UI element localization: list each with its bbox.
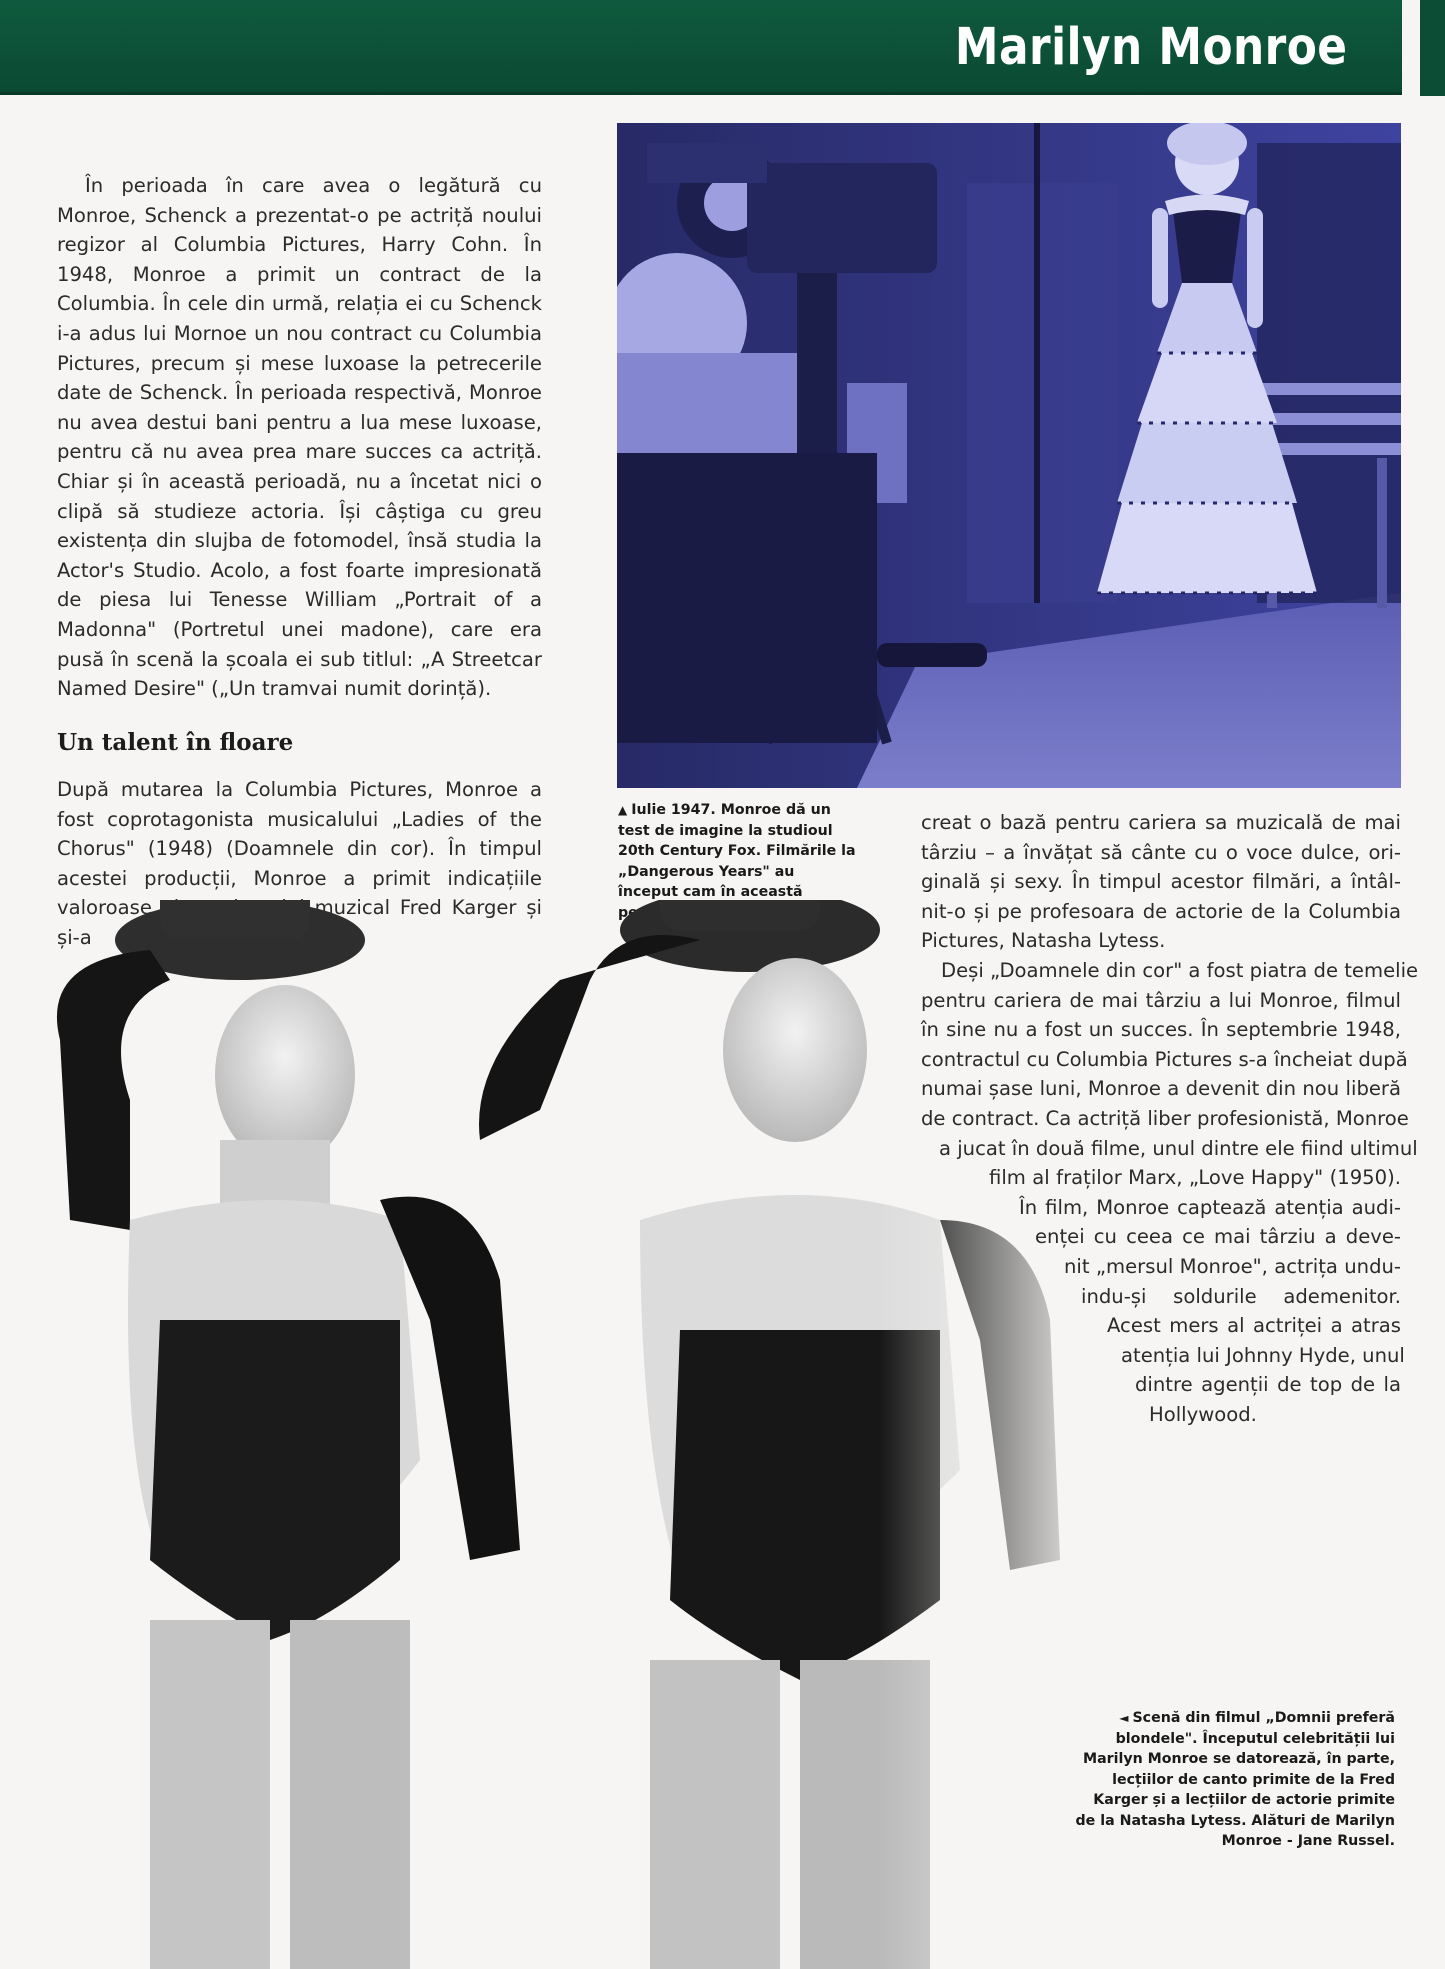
- studio-photo-illustration: [617, 123, 1401, 788]
- right-p2-line-3: în sine nu a fost un succes. În septembrie 1948,: [921, 1018, 1401, 1042]
- right-p2-line-9: În film, Monroe captează atenția audi-: [1019, 1195, 1401, 1219]
- showgirls-photo-caption-text: Scenă din filmul „Domnii preferă blondele". Începutul celebrității lui Marilyn Monroe se datorează, în parte, lecțiilor de canto primite de la Fred Karger și a lecțiilor de actorie primite de la Natasha Lytess. Alături de Marilyn Monroe - Jane Russel.: [1075, 1710, 1395, 1849]
- right-p2-line-10: enței cu ceea ce mai târziu a deve-: [1035, 1225, 1401, 1249]
- right-line-5: Pictures, Natasha Lytess.: [921, 929, 1166, 953]
- right-p2-line-14: atenția lui Johnny Hyde, unul: [1121, 1343, 1405, 1367]
- right-p2-line-6: de contract. Ca actriță liber profesionistă, Monroe: [921, 1106, 1409, 1130]
- section-heading: Un talent în floare: [57, 729, 294, 756]
- right-line-1: creat o bază pentru cariera sa muzicală de mai: [921, 811, 1401, 834]
- studio-photo-caption-text: Iulie 1947. Monroe dă un test de imagine la studioul 20th Century Fox. Filmările la „Dangerous Years" au început cam în această: [618, 802, 856, 900]
- right-line-4: nit-o și pe profesoara de actorie de la Columbia: [921, 899, 1401, 923]
- right-p2-line-15: dintre agenții de top de la: [1135, 1373, 1401, 1397]
- right-p2-line-2: pentru cariera de mai târziu a lui Monroe, filmul: [921, 988, 1401, 1012]
- header-edge-bar: [1420, 0, 1445, 96]
- right-p2-line-8: film al fraților Marx, „Love Happy" (1950).: [989, 1166, 1401, 1190]
- right-line-2: târziu – a învățat să cânte cu o voce dulce, ori-: [921, 840, 1401, 864]
- right-p2-line-12: indu-și soldurile ademenitor.: [1081, 1284, 1401, 1308]
- right-p2-line-13: Acest mers al actriței a atras: [1107, 1314, 1401, 1338]
- header-band: [0, 0, 1402, 95]
- right-p2-line-11: nit „mersul Monroe", actrița undu-: [1064, 1254, 1401, 1278]
- intro-paragraph-column: [57, 171, 542, 704]
- right-p2-line-1: Deși „Doamnele din cor" a fost piatra de temelie: [941, 958, 1419, 982]
- right-text-column: [921, 808, 1419, 1429]
- right-p2-line-16: Hollywood.: [1149, 1402, 1257, 1426]
- caption-left-arrow-icon: ◄: [1119, 1711, 1129, 1725]
- section-paragraph-left-text: După mutarea la Columbia Pictures, Monroe a fost coprotagonista musicalului „Ladies of the Chorus" (1948) (Doamnele din cor). În timpul acestei producții, Monroe a primit indicațiile: [57, 778, 542, 890]
- header-gap: [1402, 0, 1420, 96]
- caption-up-arrow-icon: ▲: [618, 803, 628, 817]
- right-line-3: ginală și sexy. În timpul acestor filmări, a întâl-: [921, 870, 1401, 894]
- studio-photo: [617, 123, 1401, 788]
- right-p2-line-7: a jucat în două filme, unul dintre ele fiind ultimul: [939, 1136, 1418, 1160]
- showgirls-photo-caption: [1075, 1708, 1395, 1852]
- page-title: Marilyn Monroe: [954, 18, 1347, 77]
- right-p2-line-4: contractul cu Columbia Pictures s-a încheiat după: [921, 1047, 1408, 1071]
- intro-paragraph: În perioada în care avea o legătură cu Monroe, Schenck a prezentat-o pe actriță noului regizor al Columbia Pictures, Harry Cohn. În 1948, Monroe a primit un contract de la Columbia. În cele din urmă, relația ei cu Schenck i-a adus lui Mornoe un nou contract cu Columbia Pictures, precum și mese luxoase la petrecerile date de Schenck. În perioada respectivă, Monroe nu avea destui bani pentru a lua mese luxoase, pentru că nu avea prea mare succes ca actriță. Chiar și în această perioadă, nu a încetat nici o clipă să studieze actoria. Își câștiga cu greu existența din slujba de fotomodel, însă studia la Actor's Studio. Acolo, a fost foarte impresionată de piesa lui Tenesse William „Portrait of a Madonna" (Portretul unei madone), care era pusă în scenă la școala ei sub titlul: „A Streetcar Named Desire" („Un tramvai numit dorință).: [57, 174, 542, 701]
- right-p2-line-5: numai șase luni, Monroe a devenit din nou liberă: [921, 1077, 1401, 1101]
